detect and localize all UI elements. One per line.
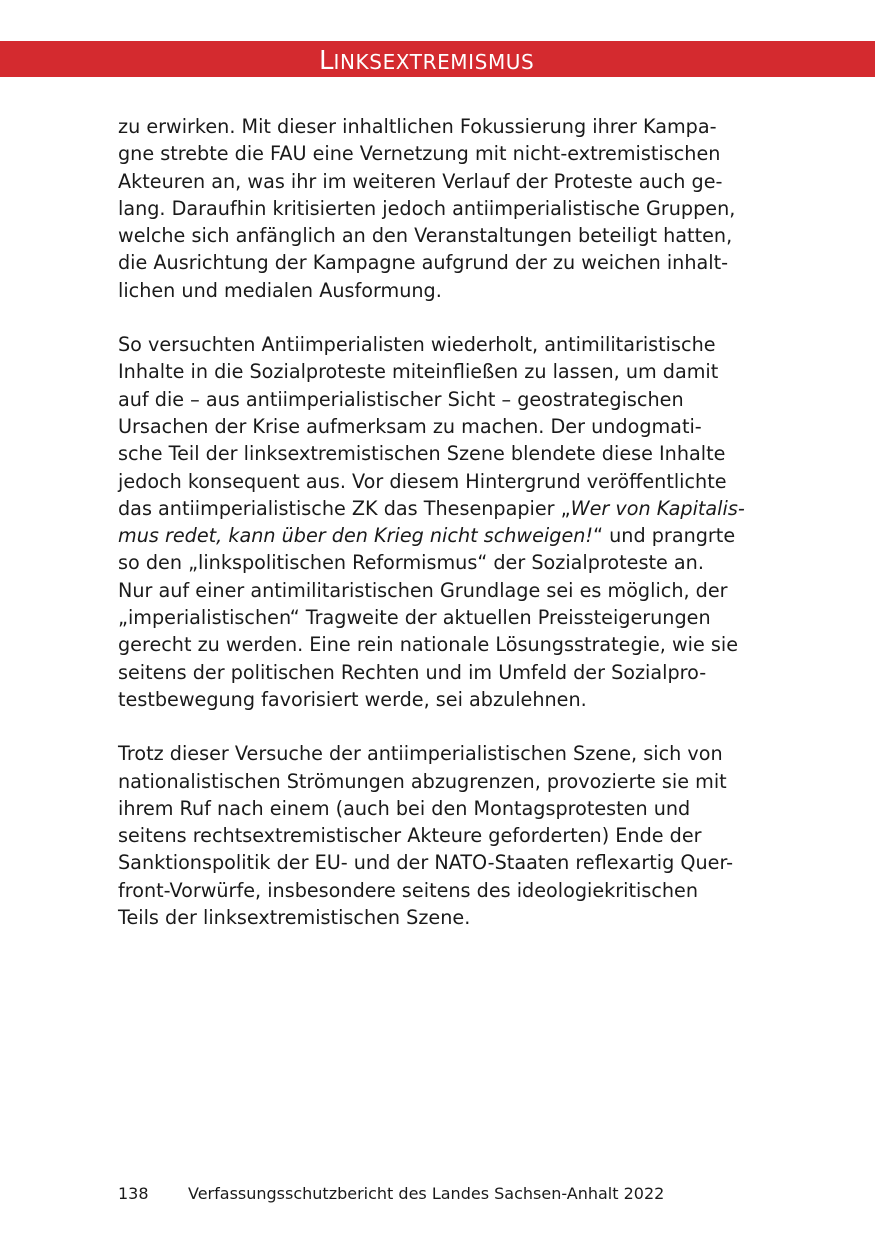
text-line [118, 522, 758, 549]
text-segment: welche sich anfänglich an den Veranstaltungen beteiligt hatten, [118, 224, 733, 248]
text-segment: front-Vorwürfe, insbesondere seitens des ideologiekritischen [118, 878, 699, 902]
text-segment: lang. Daraufhin kritisierten jedoch antiimperialistische Gruppen, [118, 196, 736, 220]
page-footer [118, 1182, 664, 1206]
text-line [118, 822, 758, 849]
section-title-initial: L [319, 46, 334, 76]
publication-title: Verfassungsschutzbericht des Landes Sachsen-Anhalt 2022 [188, 1184, 665, 1203]
text-line [118, 904, 758, 931]
text-line [118, 659, 758, 686]
text-segment: nationalistischen Strömungen abzugrenzen, provozierte sie mit [118, 769, 727, 793]
text-line [118, 386, 758, 413]
text-line [118, 577, 758, 604]
text-line [118, 849, 758, 876]
text-segment: seitens der politischen Rechten und im Umfeld der Sozialpro- [118, 660, 707, 684]
text-segment: Akteuren an, was ihr im weiteren Verlauf der Proteste auch ge- [118, 169, 723, 193]
text-segment: seitens rechtsextremistischer Akteure geforderten) Ende der [118, 824, 702, 848]
text-line [118, 277, 758, 304]
text-segment: gne strebte die FAU eine Vernetzung mit nicht-extremistischen [118, 142, 721, 166]
body-text [118, 113, 758, 958]
text-line [118, 195, 758, 222]
text-segment: die Ausrichtung der Kampagne aufgrund der zu weichen inhalt- [118, 251, 729, 275]
text-line [118, 604, 758, 631]
text-segment: Ursachen der Krise aufmerksam zu machen. Der undogmati- [118, 414, 702, 438]
section-title [319, 45, 534, 78]
text-line [118, 686, 758, 713]
paragraph [118, 331, 758, 713]
text-segment: gerecht zu werden. Eine rein nationale Lösungsstrategie, wie sie [118, 633, 739, 657]
italic-text: Wer von Kapitalis- [570, 496, 745, 520]
text-segment: ihrem Ruf nach einem (auch bei den Montagsprotesten und [118, 796, 691, 820]
text-line [118, 631, 758, 658]
text-segment: Teils der linksextremistischen Szene. [118, 906, 471, 930]
paragraph [118, 113, 758, 304]
text-segment: Inhalte in die Sozialproteste miteinfließen zu lassen, um damit [118, 360, 719, 384]
text-segment: lichen und medialen Ausformung. [118, 278, 442, 302]
text-line [118, 468, 758, 495]
text-line [118, 495, 758, 522]
text-line [118, 222, 758, 249]
text-segment: jedoch konsequent aus. Vor diesem Hintergrund veröffentlichte [118, 469, 727, 493]
page-number: 138 [118, 1184, 149, 1203]
text-line [118, 549, 758, 576]
text-line [118, 113, 758, 140]
text-segment: Sanktionspolitik der EU- und der NATO-Staaten reflexartig Quer- [118, 851, 734, 875]
text-segment: Nur auf einer antimilitaristischen Grundlage sei es möglich, der [118, 578, 728, 602]
text-segment: so den „linkspolitischen Reformismus“ der Sozialproteste an. [118, 551, 704, 575]
text-line [118, 168, 758, 195]
text-segment: testbewegung favorisiert werde, sei abzulehnen. [118, 687, 587, 711]
paragraph [118, 740, 758, 931]
text-line [118, 740, 758, 767]
text-line [118, 440, 758, 467]
text-segment: zu erwirken. Mit dieser inhaltlichen Fokussierung ihrer Kampa- [118, 115, 717, 138]
text-segment: das antiimperialistische ZK das Thesenpapier „ [118, 496, 571, 520]
text-segment: „imperialistischen“ Tragweite der aktuellen Preissteigerungen [118, 606, 711, 630]
text-line [118, 358, 758, 385]
text-line [118, 768, 758, 795]
text-line [118, 877, 758, 904]
text-segment: “ und prangrte [593, 524, 736, 548]
text-line [118, 331, 758, 358]
italic-text: mus redet, kann über den Krieg nicht schweigen! [118, 524, 594, 548]
text-segment: Trotz dieser Versuche der antiimperialistischen Szene, sich von [118, 742, 723, 766]
text-segment: auf die – aus antiimperialistischer Sicht – geostrategischen [118, 387, 684, 411]
text-line [118, 413, 758, 440]
text-segment: So versuchten Antiimperialisten wiederholt, antimilitaristische [118, 333, 716, 357]
section-title-rest: INKSEXTREMISMUS [333, 50, 535, 74]
text-line [118, 249, 758, 276]
text-line [118, 140, 758, 167]
text-line [118, 795, 758, 822]
text-segment: sche Teil der linksextremistischen Szene blendete diese Inhalte [118, 442, 726, 466]
